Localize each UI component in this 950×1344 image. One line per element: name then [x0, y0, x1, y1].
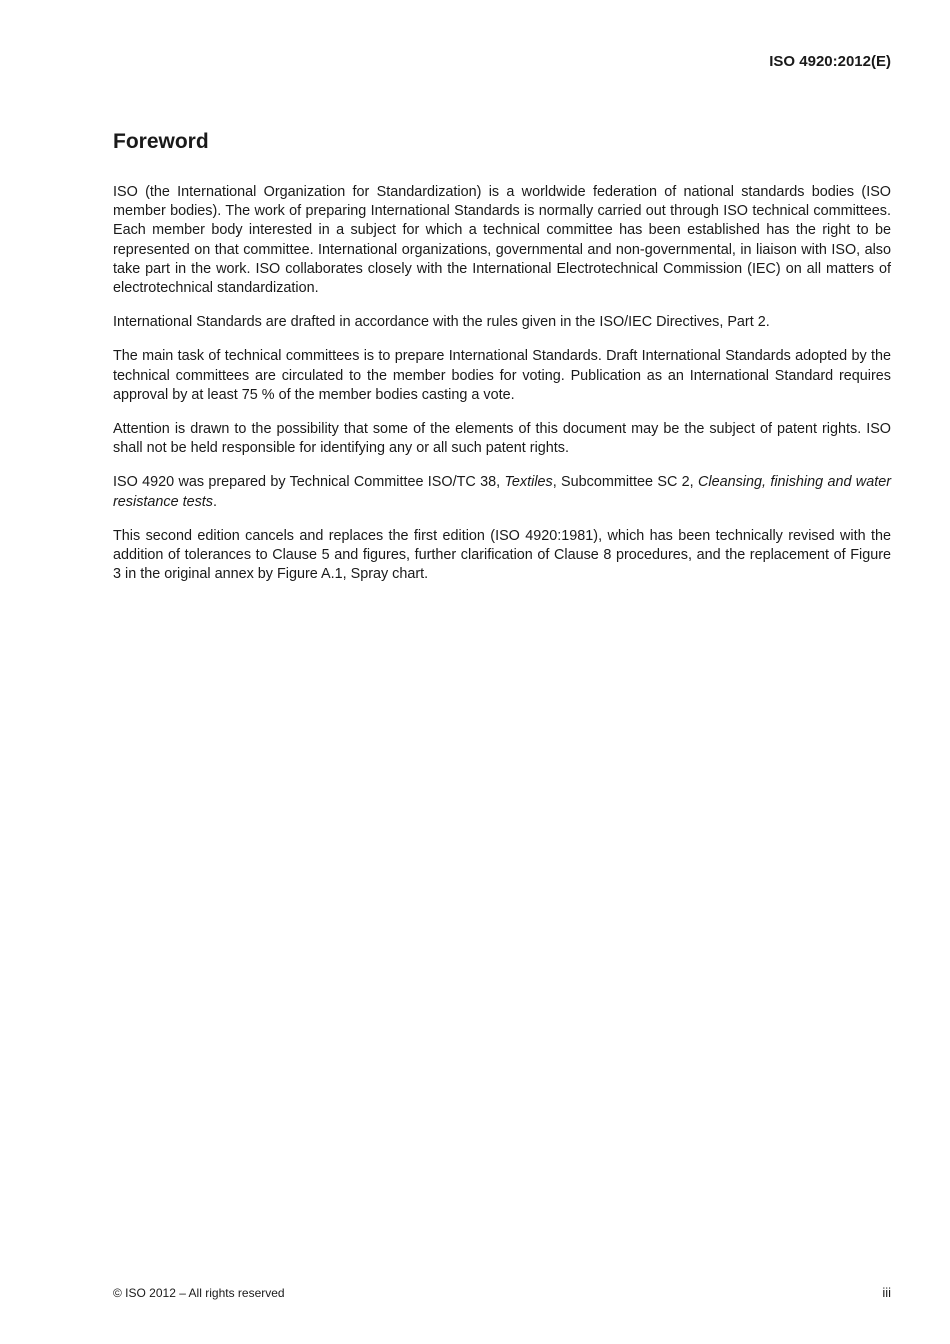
document-id: ISO 4920:2012(E)	[769, 53, 891, 70]
paragraph-edition-note: This second edition cancels and replaces the first edition (ISO 4920:1981), which has been technically revised with the addition of tolerances to Clause 5 and figures, further clarification of Clause 8 procedures, and the replacement of Figure 3 in the original annex by Figure A.1, Spray chart.	[113, 527, 891, 583]
page-number: iii	[882, 1285, 891, 1300]
period: .	[212, 493, 217, 510]
prepared-by-text: ISO 4920 was prepared by Technical Committee ISO/TC 38,	[113, 474, 505, 491]
subcommittee-text: , Subcommittee SC 2,	[552, 474, 699, 491]
paragraph-directives: International Standards are drafted in accordance with the rules given in the ISO/IEC Directives, Part 2.	[113, 314, 770, 331]
copyright-notice: © ISO 2012 – All rights reserved	[113, 1286, 285, 1300]
committee-name: Textiles	[504, 474, 553, 491]
paragraph-committee-task: The main task of technical committees is to prepare International Standards. Draft International Standards adopted by the technical committees are circulated to the member bodies for voting. Publication as an International Standard requires approval by at least 75 % of the member bodies casting a vote.	[113, 348, 891, 403]
subcommittee-name: Cleansing, finishing and water resistance tests	[113, 474, 891, 510]
paragraph-patent-rights: Attention is drawn to the possibility that some of the elements of this document may be the subject of patent rights. ISO shall not be held responsible for identifying any or all such patent rights.	[113, 421, 891, 457]
section-title: Foreword	[113, 130, 209, 153]
paragraph-about-iso: ISO (the International Organization for Standardization) is a worldwide federation of national standards bodies (ISO member bodies). The work of preparing International Standards is normally carried out through ISO technical committees. Each member body interested in a subject for which a technical committee has been established has the right to be represented on that committee. International organizations, governmental and non-governmental, in liaison with ISO, also take part in the work. ISO collaborates closely with the International Electrotechnical Commission (IEC) on all matters of electrotechnical standardization.	[113, 184, 891, 297]
paragraph-prepared-by	[113, 473, 891, 511]
foreword-body	[113, 183, 891, 599]
